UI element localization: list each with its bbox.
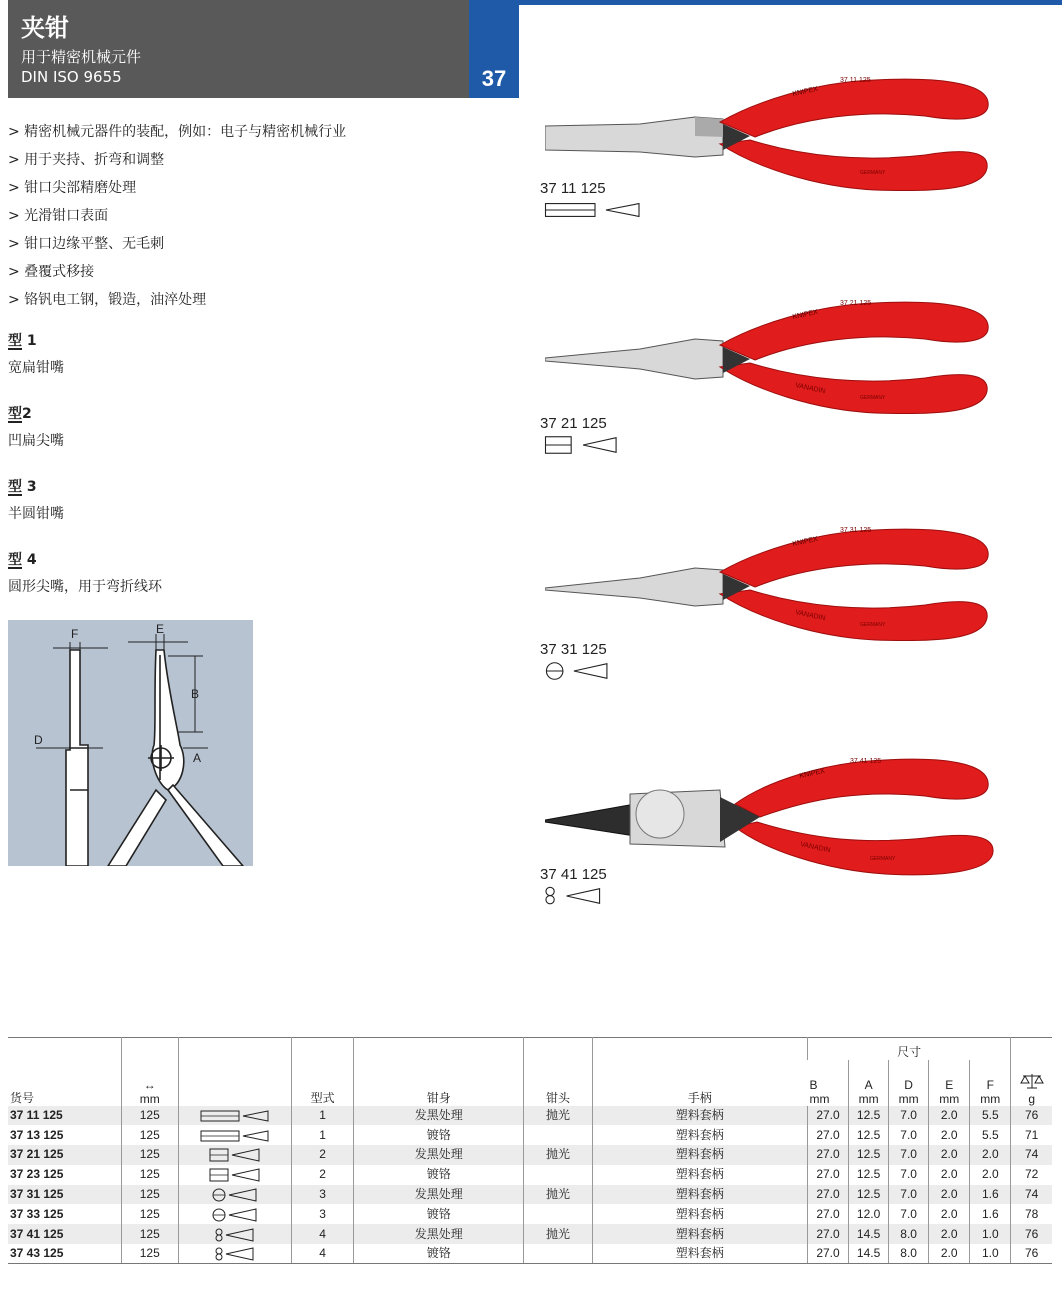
cell-handle: 塑料套柄 [592, 1145, 807, 1165]
cell-body: 镀铬 [354, 1204, 524, 1224]
type-heading [8, 479, 64, 503]
cell-dim-e: 2.0 [929, 1125, 970, 1145]
feature-item: > 叠覆式移接 [8, 264, 95, 280]
col-symbol [178, 1038, 291, 1106]
dim-label-a: A [193, 751, 202, 765]
plier-code: 37 41 125 [850, 758, 882, 765]
table-row [8, 1185, 1052, 1205]
col-type: 型式 [292, 1038, 354, 1106]
plier-code: 37 31 125 [840, 527, 872, 534]
dim-unit: mm [898, 1091, 919, 1106]
cell-dim-e: 2.0 [929, 1244, 970, 1264]
cell-dim-d: 8.0 [889, 1244, 929, 1264]
plier-origin: GERMANY [860, 622, 886, 628]
cell-symbol [178, 1185, 291, 1205]
cell-dim-e: 2.0 [929, 1165, 970, 1185]
cell-handle: 塑料套柄 [592, 1244, 807, 1264]
jaw-symbol-half-round-icon [212, 1188, 258, 1202]
weight-unit: g [1028, 1091, 1035, 1106]
spec-table-body [8, 1106, 1052, 1264]
plier-code: 37 11 125 [840, 77, 871, 84]
plier-brand: KNIPEX [791, 308, 819, 321]
plier-brand: KNIPEX [791, 85, 819, 98]
length-arrow-icon: ↔ [143, 1077, 156, 1092]
page-title: 夹钳 [21, 14, 69, 42]
cell-body: 镀铬 [354, 1165, 524, 1185]
cell-handle: 塑料套柄 [592, 1106, 807, 1126]
col-dim-f [970, 1060, 1011, 1106]
cell-length: 125 [121, 1125, 178, 1145]
type-heading [8, 333, 64, 357]
dim-f-label: F [986, 1077, 994, 1092]
cell-dim-d: 8.0 [889, 1224, 929, 1244]
cell-article: 37 33 125 [10, 1206, 64, 1221]
cell-dim-e: 2.0 [929, 1224, 970, 1244]
cell-type: 1 [292, 1125, 354, 1145]
cell-dim-a: 12.5 [849, 1106, 889, 1126]
cell-length: 125 [121, 1145, 178, 1165]
cell-weight: 76 [1011, 1106, 1052, 1126]
cell-length: 125 [121, 1165, 178, 1185]
cell-article: 37 11 125 [8, 1106, 121, 1126]
cell-weight: 74 [1011, 1185, 1052, 1205]
cell-type: 1 [292, 1106, 354, 1126]
plier-origin: GERMANY [870, 856, 896, 862]
dimension-diagram-svg [8, 620, 253, 866]
dim-label-d: D [34, 733, 43, 747]
cell-handle: 塑料套柄 [592, 1125, 807, 1145]
type-number: 4 [22, 552, 37, 568]
dim-label-b: B [191, 687, 200, 701]
cell-dim-b: 27.0 [807, 1224, 848, 1244]
cell-type: 2 [292, 1145, 354, 1165]
cell-dim-e: 2.0 [929, 1185, 970, 1205]
jaw-symbol-half-round-icon [540, 660, 650, 682]
cell-dim-f: 1.6 [970, 1204, 1011, 1224]
chapter-number: 37 [481, 66, 507, 91]
cell-article: 37 13 125 [10, 1127, 64, 1142]
cell-handle: 塑料套柄 [592, 1185, 807, 1205]
jaw-symbol-round-icon [215, 1247, 255, 1261]
cell-dim-e: 2.0 [929, 1204, 970, 1224]
type-4 [8, 552, 162, 598]
product-3731 [540, 641, 650, 686]
product-code: 37 41 125 [540, 866, 607, 883]
cell-dim-b: 27.0 [807, 1204, 848, 1224]
cell-symbol [178, 1106, 291, 1126]
jaw-symbol-flat-wide-icon [540, 199, 650, 221]
table-row [8, 1106, 1052, 1126]
plier-material: VANADIN [799, 841, 831, 855]
type-1 [8, 333, 64, 379]
type-icon: 型 [8, 406, 22, 422]
cell-length: 125 [121, 1224, 178, 1244]
feature-item: > 用于夹持、折弯和调整 [8, 152, 165, 168]
type-2 [8, 406, 64, 452]
cell-weight: 71 [1011, 1125, 1052, 1145]
type-description: 圆形尖嘴，用于弯折线环 [8, 579, 162, 595]
cell-handle: 塑料套柄 [592, 1204, 807, 1224]
cell-article: 37 31 125 [8, 1185, 121, 1205]
page-subtitle: 用于精密机械元件 [21, 48, 142, 66]
cell-dim-f: 1.0 [970, 1224, 1011, 1244]
cell-dim-a: 12.5 [849, 1165, 889, 1185]
cell-dim-d: 7.0 [889, 1125, 929, 1145]
col-dim-e [929, 1060, 970, 1106]
cell-type: 3 [292, 1204, 354, 1224]
cell-type: 2 [292, 1165, 354, 1185]
length-unit: mm [139, 1091, 160, 1106]
type-icon: 型 [8, 479, 22, 495]
type-heading [8, 552, 162, 576]
type-number: 1 [22, 333, 37, 349]
cell-dim-f: 2.0 [970, 1165, 1011, 1185]
cell-symbol [178, 1224, 291, 1244]
type-number: 2 [22, 406, 32, 422]
type-3 [8, 479, 64, 525]
plier-image-3731 [545, 522, 995, 652]
dim-a-label: A [864, 1077, 873, 1092]
chapter-tab [469, 0, 519, 98]
table-row [8, 1224, 1052, 1244]
cell-head [524, 1244, 592, 1264]
col-dim-a [849, 1060, 889, 1106]
cell-head [524, 1125, 592, 1145]
cell-article: 37 41 125 [8, 1224, 121, 1244]
cell-head [524, 1204, 592, 1224]
type-description: 宽扁钳嘴 [8, 360, 64, 376]
col-dim-b [807, 1060, 848, 1106]
table-row [8, 1204, 1052, 1224]
cell-dim-f: 5.5 [970, 1106, 1011, 1126]
col-dim-d [889, 1060, 929, 1106]
cell-symbol [178, 1125, 291, 1145]
table-row [8, 1125, 1052, 1145]
cell-handle: 塑料套柄 [592, 1165, 807, 1185]
feature-item: > 铬钒电工钢，锻造，油淬处理 [8, 292, 207, 308]
product-3711 [540, 180, 650, 225]
table-row [8, 1145, 1052, 1165]
table-row [8, 1165, 1052, 1185]
plier-material: VANADIN [794, 609, 826, 623]
cell-length: 125 [121, 1244, 178, 1264]
cell-weight: 76 [1011, 1244, 1052, 1264]
col-handle: 手柄 [592, 1038, 807, 1106]
cell-symbol [178, 1145, 291, 1165]
cell-dim-b: 27.0 [807, 1106, 848, 1126]
dim-unit: mm [980, 1091, 1001, 1106]
plier-image-3721 [545, 295, 995, 425]
type-icon: 型 [8, 552, 22, 568]
cell-length: 125 [121, 1185, 178, 1205]
plier-code: 37 21 125 [840, 300, 872, 307]
feature-item: > 光滑钳口表面 [8, 208, 109, 224]
dim-label-e: E [156, 622, 165, 636]
cell-symbol [178, 1204, 291, 1224]
cell-body: 发黑处理 [354, 1106, 524, 1126]
product-code: 37 11 125 [540, 180, 606, 197]
cell-body: 镀铬 [354, 1244, 524, 1264]
feature-item: > 精密机械元器件的装配，例如：电子与精密机械行业 [8, 124, 347, 140]
jaw-symbol-round-icon [215, 1228, 255, 1242]
jaw-symbol-half-round-icon [212, 1208, 258, 1222]
product-3721 [540, 415, 650, 460]
cell-dim-e: 2.0 [929, 1145, 970, 1165]
cell-body: 发黑处理 [354, 1145, 524, 1165]
top-accent-line [519, 0, 1062, 5]
cell-dim-a: 12.5 [849, 1145, 889, 1165]
cell-dim-a: 14.5 [849, 1224, 889, 1244]
cell-type: 4 [292, 1224, 354, 1244]
cell-dim-a: 12.0 [849, 1204, 889, 1224]
col-weight [1011, 1038, 1052, 1106]
cell-body: 镀铬 [354, 1125, 524, 1145]
dim-b-label: B [809, 1077, 818, 1092]
type-icon: 型 [8, 333, 22, 349]
cell-dim-f: 5.5 [970, 1125, 1011, 1145]
dim-label-f: F [71, 627, 79, 641]
cell-dim-b: 27.0 [807, 1125, 848, 1145]
cell-head: 抛光 [524, 1224, 592, 1244]
cell-article: 37 21 125 [8, 1145, 121, 1165]
cell-type: 3 [292, 1185, 354, 1205]
type-description: 凹扁尖嘴 [8, 433, 64, 449]
cell-weight: 74 [1011, 1145, 1052, 1165]
product-3741 [540, 866, 650, 911]
jaw-symbol-flat-wide-icon [200, 1129, 270, 1143]
jaw-symbol-flat-concave-icon [540, 434, 650, 456]
type-description: 半圆钳嘴 [8, 506, 64, 522]
cell-dim-a: 12.5 [849, 1125, 889, 1145]
cell-dim-b: 27.0 [807, 1165, 848, 1185]
cell-dim-b: 27.0 [807, 1185, 848, 1205]
cell-dim-d: 7.0 [889, 1145, 929, 1165]
scale-icon [1020, 1073, 1044, 1089]
header-box [8, 0, 469, 98]
cell-handle: 塑料套柄 [592, 1224, 807, 1244]
cell-article: 37 23 125 [10, 1167, 64, 1182]
jaw-symbol-flat-wide-icon [200, 1109, 270, 1123]
col-length [121, 1038, 178, 1106]
col-body: 钳身 [354, 1038, 524, 1106]
plier-origin: GERMANY [860, 395, 886, 401]
col-article: 货号 [10, 1090, 35, 1105]
cell-dim-a: 12.5 [849, 1185, 889, 1205]
cell-head: 抛光 [524, 1106, 592, 1126]
cell-head [524, 1165, 592, 1185]
cell-type: 4 [292, 1244, 354, 1264]
cell-length: 125 [121, 1204, 178, 1224]
cell-head: 抛光 [524, 1185, 592, 1205]
dim-e-label: E [945, 1077, 954, 1092]
cell-weight: 78 [1011, 1204, 1052, 1224]
cell-dim-d: 7.0 [889, 1185, 929, 1205]
col-dims-group: 尺寸 [807, 1038, 1010, 1060]
feature-item: > 钳口边缘平整、无毛刺 [8, 236, 165, 252]
jaw-symbol-flat-concave-icon [209, 1148, 261, 1162]
cell-dim-b: 27.0 [807, 1145, 848, 1165]
feature-item: > 钳口尖部精磨处理 [8, 180, 137, 196]
cell-body: 发黑处理 [354, 1224, 524, 1244]
cell-length: 125 [121, 1106, 178, 1126]
product-code: 37 31 125 [540, 641, 607, 658]
type-number: 3 [22, 479, 37, 495]
cell-weight: 76 [1011, 1224, 1052, 1244]
col-head: 钳头 [524, 1038, 592, 1106]
cell-body: 发黑处理 [354, 1185, 524, 1205]
cell-symbol [178, 1244, 291, 1264]
feature-list [8, 118, 346, 314]
cell-article: 37 43 125 [8, 1244, 121, 1264]
type-heading [8, 406, 64, 430]
plier-brand: KNIPEX [791, 535, 819, 548]
cell-head: 抛光 [524, 1145, 592, 1165]
plier-brand: KNIPEX [798, 767, 826, 780]
spec-table [8, 1037, 1052, 1264]
cell-dim-d: 7.0 [889, 1204, 929, 1224]
jaw-symbol-flat-concave-icon [209, 1168, 261, 1182]
table-row [8, 1244, 1052, 1264]
cell-dim-d: 7.0 [889, 1106, 929, 1126]
cell-dim-e: 2.0 [929, 1106, 970, 1126]
cell-weight: 72 [1011, 1165, 1052, 1185]
dim-d-label: D [904, 1077, 913, 1092]
cell-dim-b: 27.0 [807, 1244, 848, 1264]
dimension-diagram [8, 620, 253, 866]
standard-label: DIN ISO 9655 [21, 68, 122, 86]
plier-origin: GERMANY [860, 170, 886, 176]
plier-material: VANADIN [794, 382, 826, 396]
cell-dim-f: 2.0 [970, 1145, 1011, 1165]
cell-dim-a: 14.5 [849, 1244, 889, 1264]
cell-symbol [178, 1165, 291, 1185]
cell-dim-f: 1.6 [970, 1185, 1011, 1205]
cell-dim-f: 1.0 [970, 1244, 1011, 1264]
product-code: 37 21 125 [540, 415, 607, 432]
dim-unit: mm [939, 1091, 960, 1106]
dim-unit: mm [809, 1091, 830, 1106]
jaw-symbol-round-icon [540, 885, 650, 907]
dim-unit: mm [858, 1091, 879, 1106]
cell-dim-d: 7.0 [889, 1165, 929, 1185]
